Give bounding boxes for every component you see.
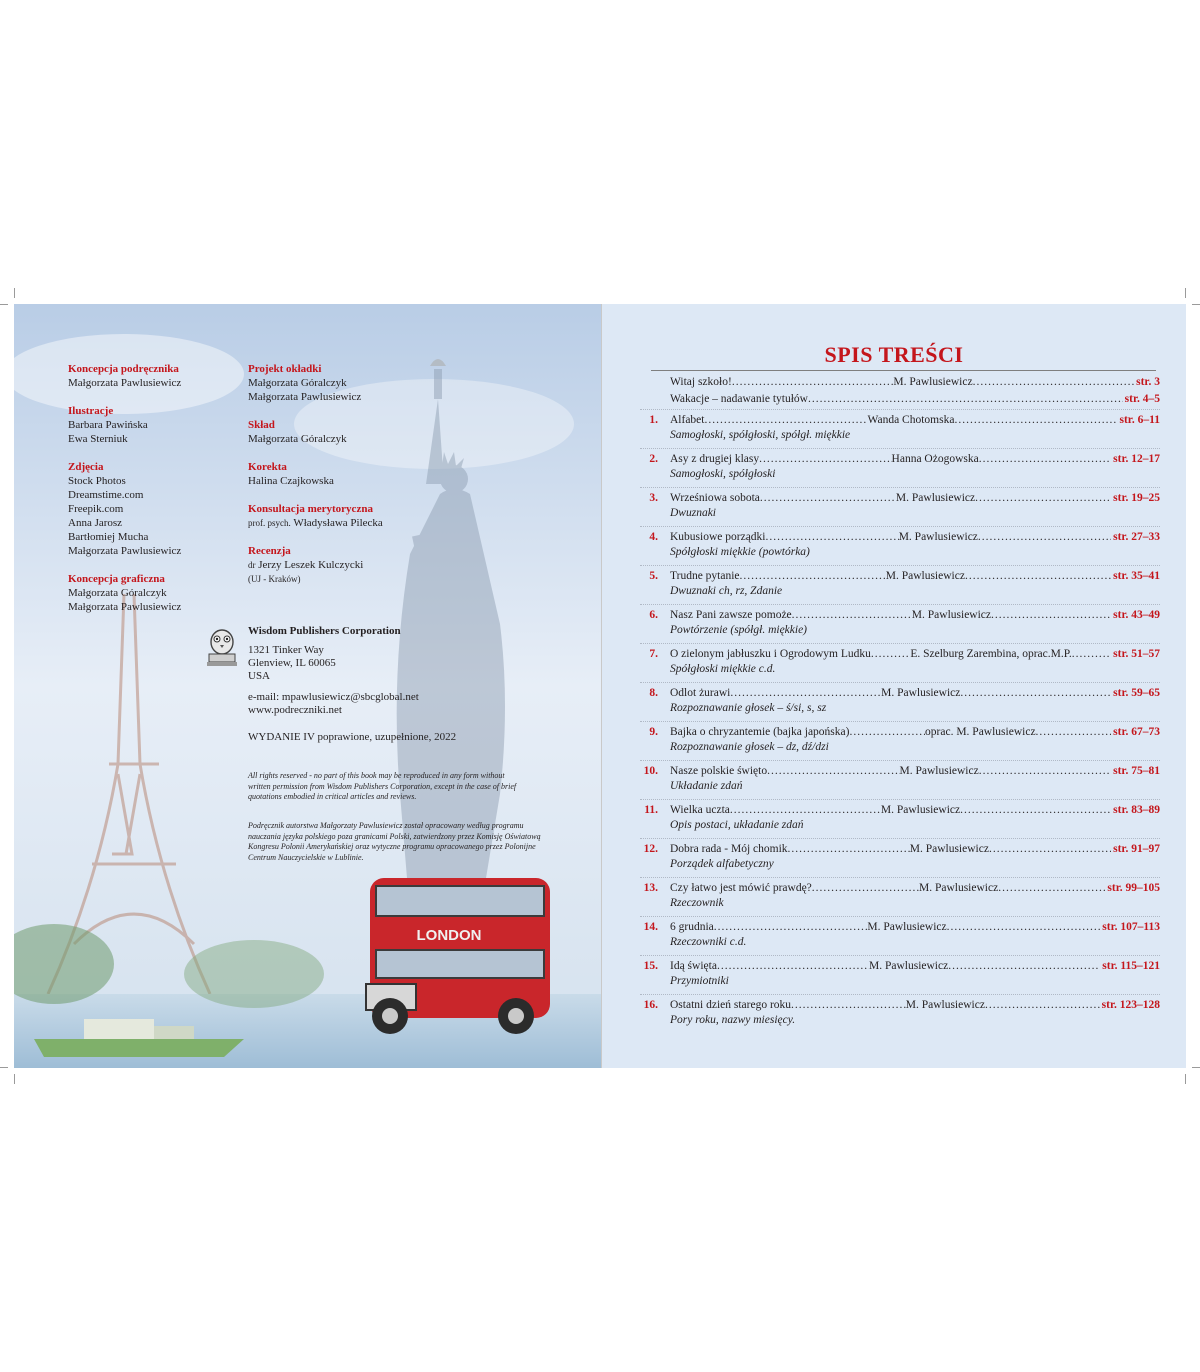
- dot-leader: [717, 959, 869, 974]
- dot-leader: [978, 530, 1111, 545]
- toc-entry-topic: Rozpoznawanie głosek – dz, dź/dzi: [670, 741, 829, 753]
- program-note: Podręcznik autorstwa Małgorzaty Pawlusiewicz został opracowany według programu nauczania języka polskiego poza granicami Polski, zatwierdzony przez Komisję Oświatową Kongresu Polonii Amerykańskiej oraz wytyczne programu opracowanego przez Polonijne Centrum Nauczycielskie w Lublinie.: [248, 821, 541, 862]
- toc-entry-number: 10.: [643, 765, 658, 777]
- toc-entry[interactable]: [620, 725, 1160, 757]
- toc-entry-row: [670, 920, 1160, 935]
- toc-entry-row: [670, 647, 1160, 662]
- toc-entry-number: 13.: [643, 882, 658, 894]
- toc-entry-title: Kubusiowe porządki: [670, 531, 766, 543]
- toc-separator: [640, 838, 1160, 839]
- toc-entry-pages: str. 59–65: [1113, 687, 1160, 699]
- toc-entry-row: [670, 413, 1160, 428]
- toc-entry-row: [670, 998, 1160, 1013]
- toc-entry-row: [670, 608, 1160, 623]
- credit-name: Małgorzata Góralczyk: [68, 587, 167, 599]
- credit-name: Władysława Pilecka: [293, 517, 383, 529]
- toc-entry-title: O zielonym jabłuszku i Ogrodowym Ludku: [670, 648, 871, 660]
- toc-entry-topic: Rozpoznawanie głosek – ś/si, s, sz: [670, 702, 827, 714]
- toc-entry-title: 6 grudnia: [670, 921, 714, 933]
- toc-separator: [640, 877, 1160, 878]
- toc-entry[interactable]: [620, 920, 1160, 952]
- dot-leader: [979, 764, 1111, 779]
- credit-heading: Koncepcja podręcznika: [68, 363, 179, 375]
- toc-entry-row: [670, 452, 1160, 467]
- credit-heading: Skład: [248, 419, 275, 431]
- dot-leader: [760, 491, 896, 506]
- toc-entry[interactable]: [620, 842, 1160, 874]
- dot-leader: [730, 803, 881, 818]
- toc-entry-pages: str. 19–25: [1113, 492, 1160, 504]
- toc-entry-title: Ostatni dzień starego roku: [670, 999, 792, 1011]
- toc-entry-author: M. Pawlusiewicz: [918, 882, 999, 894]
- credit-name: Dreamstime.com: [68, 489, 144, 501]
- toc-entry-title: Dobra rada - Mój chomik: [670, 843, 788, 855]
- toc-entry-title: Odlot żurawi: [670, 687, 731, 699]
- toc-entry-topic: Powtórzenie (spółgł. miękkie): [670, 624, 808, 636]
- toc-separator: [640, 565, 1160, 566]
- toc-entry[interactable]: [620, 608, 1160, 640]
- toc-entry-author: M. Pawlusiewicz: [880, 804, 961, 816]
- toc-separator: [640, 721, 1160, 722]
- toc-entry-pages: str. 6–11: [1119, 414, 1160, 426]
- toc-entry-pages: str. 3: [1136, 376, 1160, 388]
- toc-entry-row: [670, 725, 1160, 740]
- toc-entry-pages: str. 123–128: [1101, 999, 1160, 1011]
- toc-entry-row: [670, 530, 1160, 545]
- toc-entry[interactable]: [620, 569, 1160, 601]
- toc-entry-number: 5.: [649, 570, 658, 582]
- credit-title-prefix: prof. psych.: [248, 518, 291, 528]
- toc-entry-pages: str. 75–81: [1113, 765, 1160, 777]
- toc-entry[interactable]: [620, 452, 1160, 484]
- credit-typesetting: [248, 418, 458, 446]
- toc-entry-row: [670, 491, 1160, 506]
- dot-leader: [759, 452, 891, 467]
- dot-leader: [1036, 725, 1112, 740]
- toc-entry-topic: Przymiotniki: [670, 975, 729, 987]
- toc-separator: [640, 409, 1160, 410]
- toc-entry-row: [670, 803, 1160, 818]
- toc-entry-author: E. Szelburg Zarembina, oprac.M.P.: [910, 648, 1072, 660]
- toc-entry-title: Czy łatwo jest mówić prawdę?: [670, 882, 812, 894]
- imprint-page: [14, 304, 602, 1068]
- toc-entry-number: 14.: [643, 921, 658, 933]
- toc-entry-number: 6.: [649, 609, 658, 621]
- credit-graphic-concept: [68, 572, 238, 614]
- toc-entry-topic: Dwuznaki ch, rz, Zdanie: [670, 585, 783, 597]
- toc-entry-topic: Pory roku, nazwy miesięcy.: [670, 1014, 796, 1026]
- book-spread: [14, 304, 1186, 1068]
- credit-name: Anna Jarosz: [68, 517, 123, 529]
- dot-leader: [849, 725, 925, 740]
- publisher-name: Wisdom Publishers Corporation: [248, 625, 401, 637]
- publisher-email[interactable]: e-mail: mpawlusiewicz@sbcglobal.net: [248, 691, 419, 703]
- toc-separator: [640, 799, 1160, 800]
- credit-name: Halina Czajkowska: [248, 475, 334, 487]
- title-rule: [651, 370, 1156, 371]
- toc-entry-pages: str. 51–57: [1113, 648, 1160, 660]
- credit-name: Małgorzata Pawlusiewicz: [68, 601, 182, 613]
- credit-name: Freepik.com: [68, 503, 124, 515]
- credit-review: [248, 544, 458, 586]
- credit-name: Małgorzata Góralczyk: [248, 377, 347, 389]
- crop-mark: [14, 288, 15, 298]
- toc-entry-row: [670, 686, 1160, 701]
- toc-entry-author: M. Pawlusiewicz: [895, 492, 976, 504]
- publisher-address-line: USA: [248, 670, 271, 682]
- toc-entry[interactable]: [620, 998, 1160, 1030]
- toc-entry-author: M. Pawlusiewicz: [898, 531, 978, 543]
- credit-cover: [248, 362, 458, 404]
- dot-leader: [730, 686, 881, 701]
- toc-entry-row: [670, 959, 1160, 974]
- dot-leader: [732, 375, 894, 390]
- toc-entry-pages: str. 4–5: [1124, 393, 1160, 405]
- toc-entry-number: 11.: [644, 804, 658, 816]
- toc-entry-author: oprac. M. Pawlusiewicz: [925, 726, 1036, 738]
- publisher-block: [248, 625, 548, 744]
- toc-entry-author: Wanda Chotomska: [867, 414, 955, 426]
- toc-separator: [640, 955, 1160, 956]
- dot-leader: [960, 686, 1111, 701]
- dot-leader: [989, 842, 1111, 857]
- credit-heading: Korekta: [248, 461, 287, 473]
- toc-separator: [640, 448, 1160, 449]
- toc-entry[interactable]: [620, 413, 1160, 445]
- credit-heading: Koncepcja graficzna: [68, 573, 165, 585]
- dot-leader: [808, 392, 1123, 407]
- toc-entry[interactable]: [620, 491, 1160, 523]
- toc-separator: [640, 682, 1160, 683]
- toc-entry-number: 7.: [649, 648, 658, 660]
- toc-entry-author: M. Pawlusiewicz: [867, 921, 947, 933]
- toc-entry-author: M. Pawlusiewicz: [893, 376, 973, 388]
- edition-note: WYDANIE IV poprawione, uzupełnione, 2022: [248, 731, 457, 743]
- toc-entry-topic: Rzeczowniki c.d.: [670, 936, 747, 948]
- toc-entry-author: M. Pawlusiewicz: [911, 609, 992, 621]
- crop-mark: [14, 1074, 15, 1084]
- crop-mark: [0, 1067, 8, 1068]
- toc-entry[interactable]: [620, 392, 1160, 408]
- toc-entry-pages: str. 12–17: [1113, 453, 1160, 465]
- publisher-address-line: Glenview, IL 60065: [248, 657, 336, 669]
- toc-entry-pages: str. 115–121: [1102, 960, 1160, 972]
- toc-entry[interactable]: [620, 881, 1160, 913]
- credit-name: Małgorzata Pawlusiewicz: [68, 377, 182, 389]
- rights-notice: All rights reserved - no part of this book may be reproduced in any form without written permission from Wisdom Publishers Corporation, except in the case of brief quotations embodied in critical articles and reviews.: [248, 771, 517, 801]
- toc-entry[interactable]: [620, 803, 1160, 835]
- credit-consultation: [248, 502, 458, 530]
- toc-entry-title: Wakacje – nadawanie tytułów: [670, 393, 808, 405]
- toc-entry-pages: str. 107–113: [1102, 921, 1160, 933]
- toc-entry-author: M. Pawlusiewicz: [909, 843, 989, 855]
- toc-entry-topic: Układanie zdań: [670, 780, 743, 792]
- toc-entry[interactable]: [620, 375, 1160, 391]
- toc-entry-topic: Spółgłoski miękkie c.d.: [670, 663, 776, 675]
- dot-leader: [714, 920, 868, 935]
- toc-entry-title: Nasze polskie święto: [670, 765, 768, 777]
- toc-entry-pages: str. 35–41: [1113, 570, 1160, 582]
- crop-mark: [1185, 1074, 1186, 1084]
- dot-leader: [767, 764, 899, 779]
- toc-entry-topic: Opis postaci, układanie zdań: [670, 819, 804, 831]
- toc-entry-topic: Spółgłoski miękkie (powtórka): [670, 546, 810, 558]
- dot-leader: [991, 608, 1111, 623]
- credit-concept: [68, 362, 238, 390]
- credits-column-1: [68, 362, 238, 614]
- toc-entry-row: [670, 569, 1160, 584]
- toc-entry-title: Nasz Pani zawsze pomoże: [670, 609, 792, 621]
- toc-entry[interactable]: [620, 647, 1160, 679]
- toc-entry-author: M. Pawlusiewicz: [885, 570, 965, 582]
- toc-entry[interactable]: [620, 530, 1160, 562]
- toc-entry-title: Wrześniowa sobota: [670, 492, 760, 504]
- crop-mark: [1192, 304, 1200, 305]
- toc-entry-title: Alfabet: [670, 414, 705, 426]
- dot-leader: [792, 608, 912, 623]
- credit-proofreading: [248, 460, 458, 488]
- toc-entry-author: Hanna Ożogowska: [891, 453, 979, 465]
- dot-leader: [1072, 647, 1111, 662]
- crop-mark: [1185, 288, 1186, 298]
- toc-entry-number: 2.: [649, 453, 658, 465]
- toc-entry-pages: str. 99–105: [1107, 882, 1160, 894]
- dot-leader: [812, 881, 919, 896]
- toc-entry-row: [670, 375, 1160, 390]
- credit-name: Bartłomiej Mucha: [68, 531, 149, 543]
- toc-entry[interactable]: [620, 686, 1160, 718]
- toc-entry-topic: Samogłoski, spółgłoski: [670, 468, 776, 480]
- credit-name: Małgorzata Pawlusiewicz: [248, 391, 362, 403]
- toc-entry-author: M. Pawlusiewicz: [899, 765, 979, 777]
- toc-entry-pages: str. 27–33: [1113, 531, 1160, 543]
- toc-entry[interactable]: [620, 764, 1160, 796]
- toc-entry-topic: Rzeczownik: [670, 897, 724, 909]
- dot-leader: [960, 803, 1111, 818]
- dot-leader: [704, 413, 867, 428]
- publisher-website[interactable]: www.podreczniki.net: [248, 704, 342, 716]
- toc-entry-author: M. Pawlusiewicz: [869, 960, 949, 972]
- credit-title-prefix: dr: [248, 560, 256, 570]
- toc-separator: [640, 487, 1160, 488]
- toc-entry-number: 12.: [643, 843, 658, 855]
- dot-leader: [871, 647, 910, 662]
- toc-entry-author: M. Pawlusiewicz: [881, 687, 961, 699]
- credit-name: Ewa Sterniuk: [68, 433, 128, 445]
- toc-entry-title: Idą święta: [670, 960, 717, 972]
- credit-name: Małgorzata Góralczyk: [248, 433, 347, 445]
- credit-name: Małgorzata Pawlusiewicz: [68, 545, 182, 557]
- dot-leader: [788, 842, 910, 857]
- dot-leader: [973, 375, 1135, 390]
- dot-leader: [998, 881, 1105, 896]
- dot-leader: [979, 452, 1111, 467]
- toc-separator: [640, 760, 1160, 761]
- credit-note: (UJ - Kraków): [248, 574, 301, 584]
- toc-entry-number: 9.: [649, 726, 658, 738]
- toc-title: SPIS TREŚCI: [824, 342, 964, 367]
- toc-entry-number: 1.: [649, 414, 658, 426]
- toc-separator: [640, 994, 1160, 995]
- credit-name: Barbara Pawińska: [68, 419, 148, 431]
- credit-name: Stock Photos: [68, 475, 126, 487]
- tree: [184, 940, 324, 1008]
- credit-heading: Zdjęcia: [68, 461, 104, 473]
- toc-entry-title: Asy z drugiej klasy: [670, 453, 760, 465]
- toc-entry-pages: str. 83–89: [1113, 804, 1160, 816]
- toc-entry-topic: Dwuznaki: [670, 507, 716, 519]
- dot-leader: [947, 920, 1101, 935]
- toc-entry[interactable]: [620, 959, 1160, 991]
- toc-entry-pages: str. 91–97: [1113, 843, 1160, 855]
- toc-entry-title: Bajka o chryzantemie (bajka japońska): [670, 726, 850, 738]
- toc-entry-author: M. Pawlusiewicz: [905, 999, 985, 1011]
- toc-entry-title: Witaj szkoło!: [670, 376, 732, 388]
- dot-leader: [766, 530, 899, 545]
- credit-name: Jerzy Leszek Kulczycki: [258, 559, 364, 571]
- toc-entry-topic: Porządek alfabetyczny: [670, 858, 774, 870]
- credit-heading: Konsultacja merytoryczna: [248, 503, 373, 515]
- table-of-contents-page: [602, 304, 1186, 1068]
- publisher-address-line: 1321 Tinker Way: [248, 644, 324, 656]
- credits-column-2: [248, 362, 458, 586]
- crop-mark: [0, 304, 8, 305]
- bus-sign: LONDON: [416, 927, 482, 944]
- toc-separator: [640, 916, 1160, 917]
- toc-entry-row: [670, 842, 1160, 857]
- toc-separator: [640, 526, 1160, 527]
- dot-leader: [965, 569, 1111, 584]
- credit-illustrations: [68, 404, 238, 446]
- dot-leader: [791, 998, 906, 1013]
- toc-entry-row: [670, 764, 1160, 779]
- dot-leader: [975, 491, 1111, 506]
- toc-entry-topic: Samogłoski, spółgłoski, spółgł. miękkie: [670, 429, 851, 441]
- toc-entry-row: [670, 881, 1160, 896]
- dot-leader: [740, 569, 886, 584]
- crop-mark: [1192, 1067, 1200, 1068]
- credit-heading: Ilustracje: [68, 405, 114, 417]
- toc-entry-number: 16.: [643, 999, 658, 1011]
- toc-entry-pages: str. 67–73: [1113, 726, 1160, 738]
- toc-entry-row: [670, 392, 1160, 407]
- toc-separator: [640, 643, 1160, 644]
- toc-entry-number: 3.: [649, 492, 658, 504]
- toc-entry-number: 4.: [649, 531, 658, 543]
- dot-leader: [954, 413, 1117, 428]
- london-bus-image: [366, 878, 550, 1034]
- toc-entry-title: Wielka uczta: [670, 804, 730, 816]
- dot-leader: [985, 998, 1100, 1013]
- dot-leader: [948, 959, 1100, 974]
- toc-entry-title: Trudne pytanie: [670, 570, 740, 582]
- credit-heading: Recenzja: [248, 545, 291, 557]
- credit-heading: Projekt okładki: [248, 363, 322, 375]
- owl-logo-icon: [204, 626, 240, 668]
- toc-entry-number: 15.: [643, 960, 658, 972]
- credit-photos: [68, 460, 238, 558]
- toc-entry-pages: str. 43–49: [1113, 609, 1160, 621]
- toc-entry-number: 8.: [649, 687, 658, 699]
- toc-separator: [640, 604, 1160, 605]
